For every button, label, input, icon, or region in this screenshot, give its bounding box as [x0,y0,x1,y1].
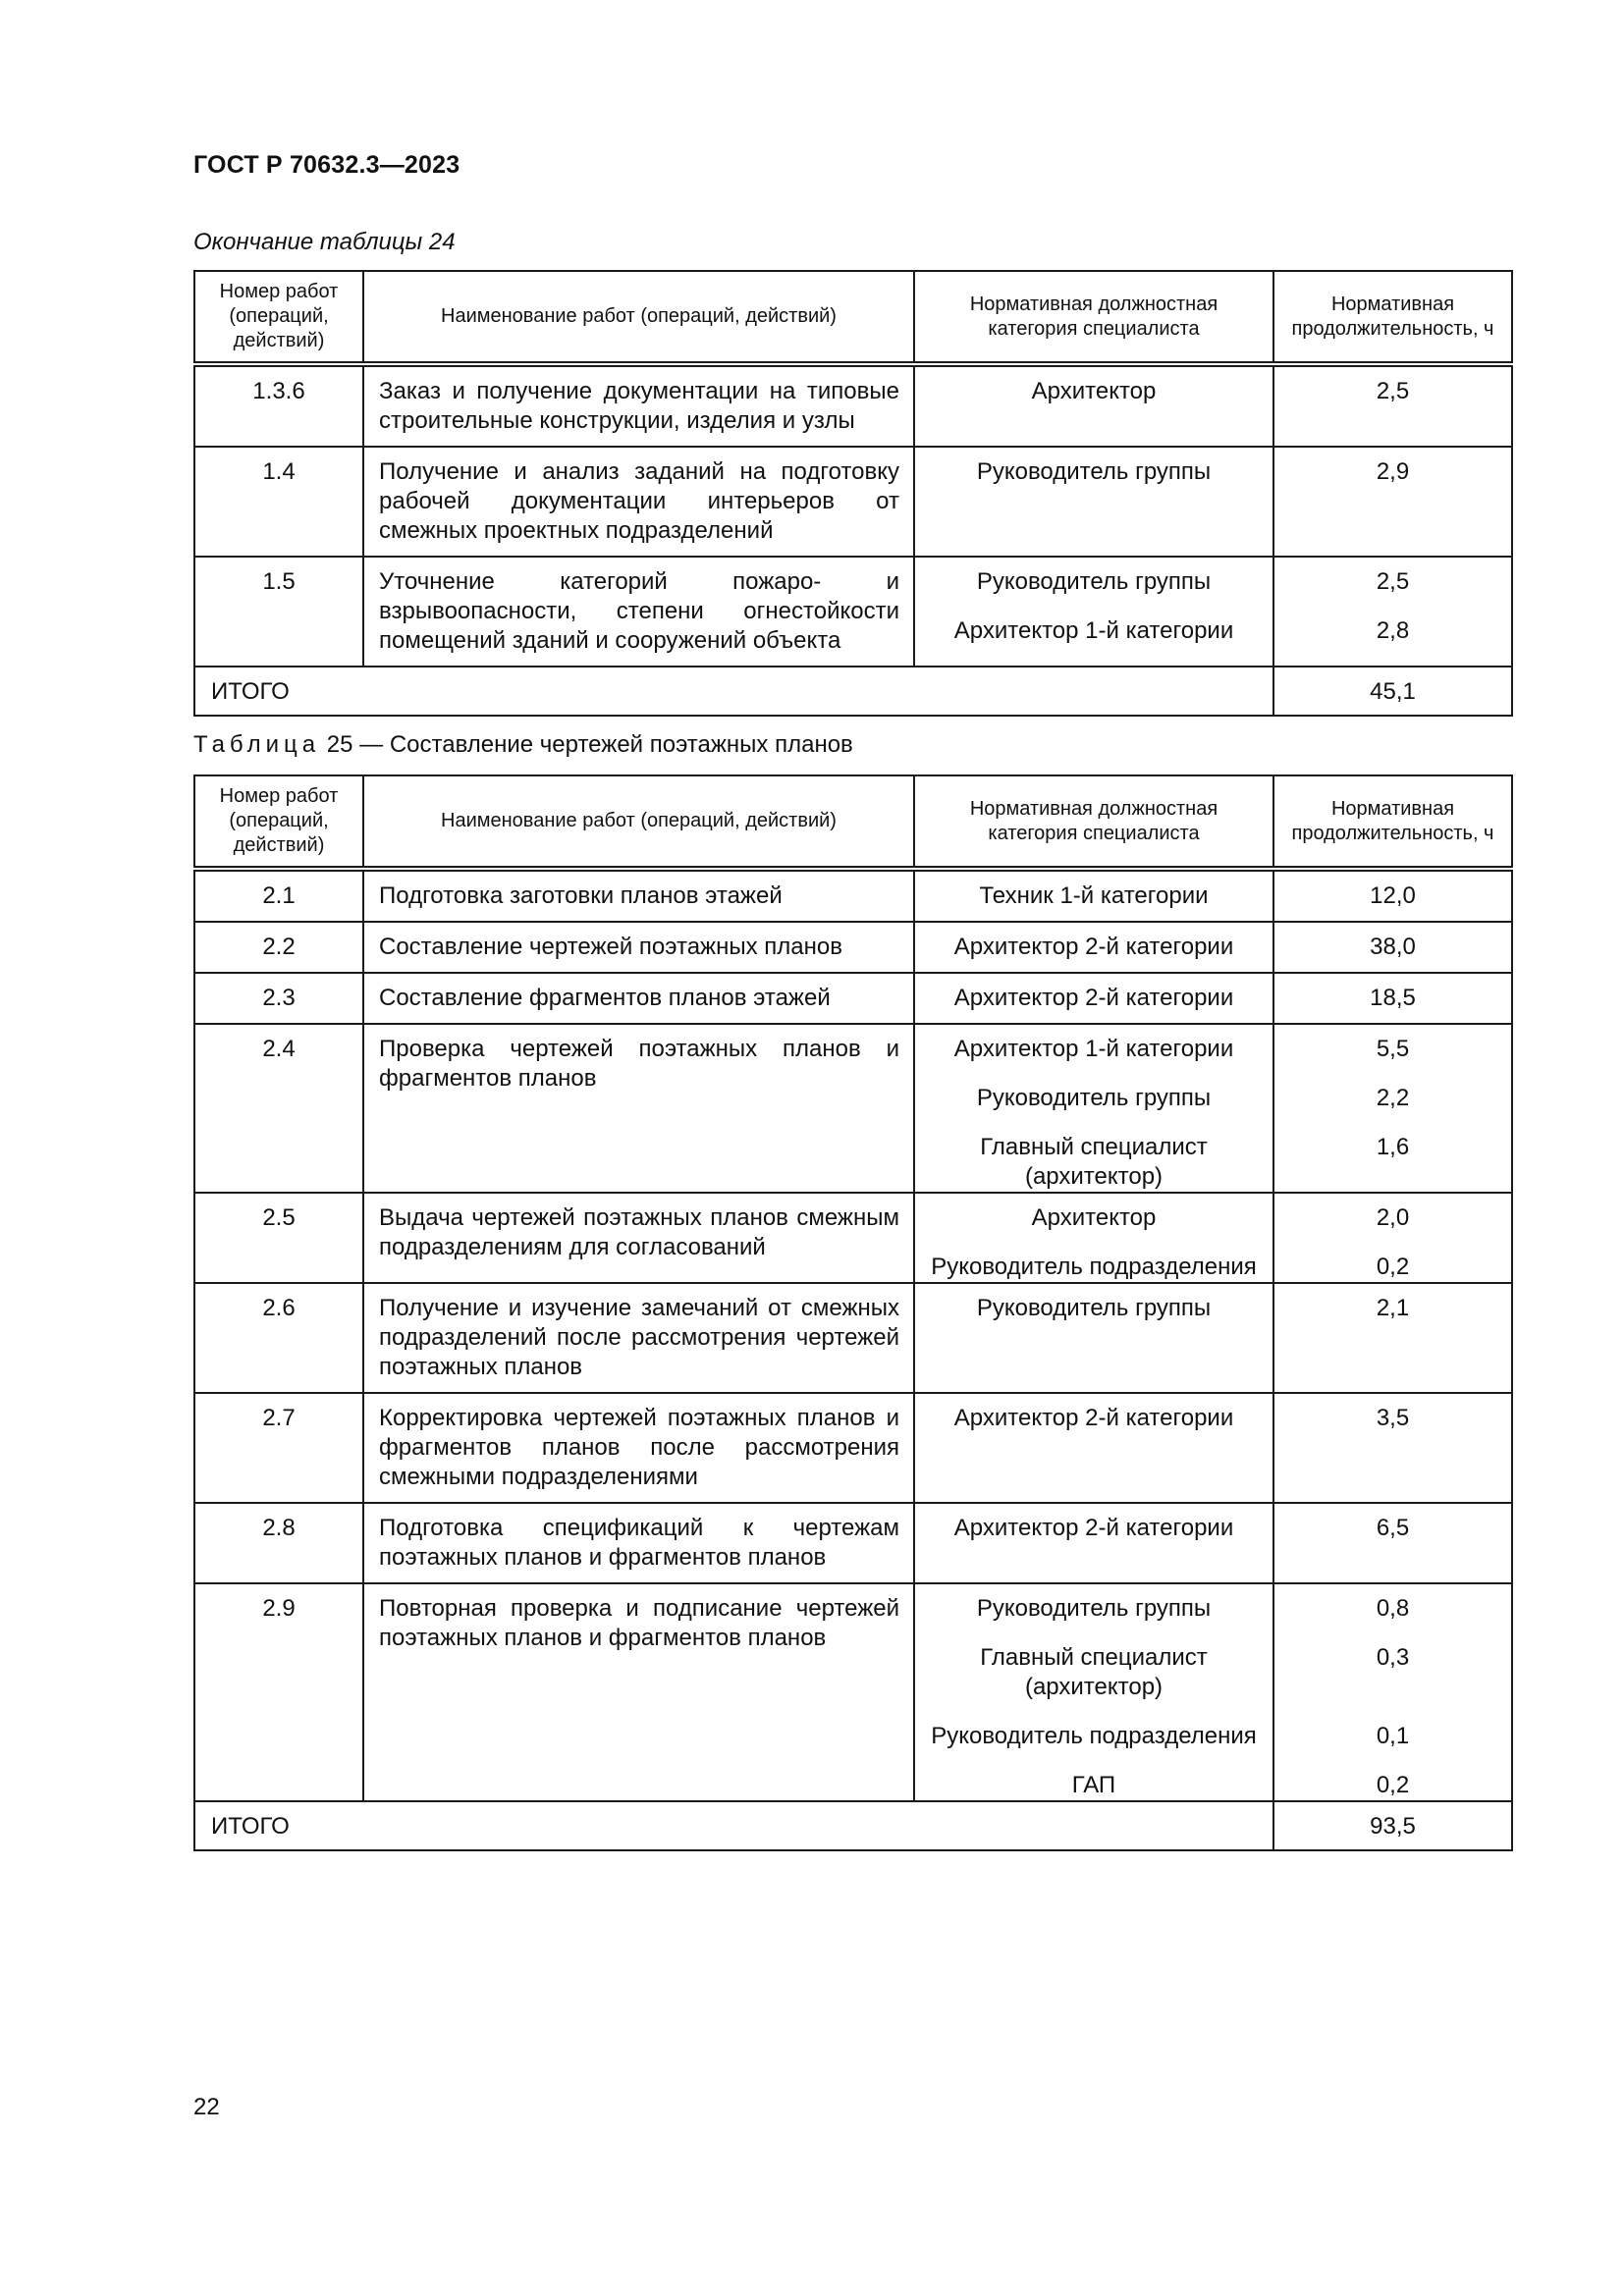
specialist-category-cell [914,869,1273,922]
duration-cell [1273,557,1512,667]
work-number: 2.5 [194,1193,363,1283]
duration-cell [1273,922,1512,973]
specialist-category-cell [914,1503,1273,1583]
table25-caption [193,731,853,759]
specialist-category: Руководитель группы [976,1295,1212,1321]
duration-cell [1273,447,1512,557]
table-row [194,1393,1512,1503]
table25-total-row [194,1801,1512,1850]
work-number: 2.2 [194,922,363,973]
specialist-category-cell [914,447,1273,557]
work-number: 2.9 [194,1583,363,1801]
specialist-category-cell [914,1583,1273,1801]
duration-value: 0,1 [1376,1723,1410,1749]
duration-value: 12,0 [1370,882,1416,909]
specialist-category: Архитектор 2-й категории [953,1515,1234,1541]
page-number: 22 [193,2094,220,2120]
work-name: Повторная проверка и подписание чертежей поэтажных планов и фрагментов планов [363,1583,914,1801]
specialist-category: Руководитель группы [976,568,1212,595]
work-name: Получение и анализ заданий на подготовку рабочей документации интерьеров от смежных проектных подразделений [363,447,914,557]
duration-cell [1273,1283,1512,1393]
work-name: Корректировка чертежей поэтажных планов и фрагментов планов после рассмотрения смежными подразделениями [363,1393,914,1503]
duration-value: 0,3 [1376,1644,1410,1671]
duration-cell [1273,1503,1512,1583]
duration-value: 5,5 [1376,1036,1410,1062]
specialist-category: Архитектор 2-й категории [953,985,1234,1011]
duration-value: 2,8 [1376,617,1410,644]
work-name: Уточнение категорий пожаро- и взрывоопасности, степени огнестойкости помещений зданий и сооружений объекта [363,557,914,667]
total-value: 45,1 [1273,667,1512,716]
work-number: 2.7 [194,1393,363,1503]
duration-value: 38,0 [1370,934,1416,960]
specialist-category: Архитектор 2-й категории [953,934,1234,960]
duration-value: 2,5 [1376,378,1410,404]
work-name: Проверка чертежей поэтажных планов и фрагментов планов [363,1024,914,1193]
col-header-duration: Нормативная продолжительность, ч [1273,775,1512,869]
specialist-category-cell [914,1193,1273,1283]
table-row [194,869,1512,922]
specialist-category-cell [914,1283,1273,1393]
duration-value: 18,5 [1370,985,1416,1011]
total-label: ИТОГО [194,1801,1273,1850]
specialist-category-cell [914,364,1273,447]
work-number: 2.3 [194,973,363,1024]
table-row [194,1024,1512,1193]
duration-value: 2,9 [1376,458,1410,485]
specialist-category: Руководитель подразделения [931,1254,1257,1280]
duration-cell [1273,364,1512,447]
duration-cell [1273,869,1512,922]
specialist-category: Руководитель группы [976,1595,1212,1622]
duration-value: 2,0 [1376,1204,1410,1231]
duration-value: 2,1 [1376,1295,1410,1321]
col-header-name: Наименование работ (операций, действий) [363,271,914,364]
table24-header-row [194,271,1512,364]
specialist-category-cell [914,1024,1273,1193]
duration-cell [1273,1193,1512,1283]
work-name: Получение и изучение замечаний от смежных подразделений после рассмотрения чертежей поэтажных планов [363,1283,914,1393]
duration-value: 0,2 [1376,1772,1410,1798]
table-row [194,1193,1512,1283]
specialist-category: Главный специалист (архитектор) [980,1134,1208,1190]
work-name: Составление чертежей поэтажных планов [363,922,914,973]
specialist-category: Архитектор 2-й категории [953,1405,1234,1431]
table-25 [193,774,1513,1851]
work-number: 2.4 [194,1024,363,1193]
col-header-name: Наименование работ (операций, действий) [363,775,914,869]
table25-caption-prefix: Таблица [193,731,321,758]
specialist-category: Техник 1-й категории [979,882,1209,909]
table25-caption-rest: 25 — Составление чертежей поэтажных планов [326,731,853,758]
work-name: Подготовка заготовки планов этажей [363,869,914,922]
specialist-category-cell [914,973,1273,1024]
duration-cell [1273,973,1512,1024]
table-row [194,922,1512,973]
table-24 [193,270,1513,717]
table25-header-row [194,775,1512,869]
table-row [194,1283,1512,1393]
specialist-category-cell [914,922,1273,973]
duration-value: 1,6 [1376,1134,1410,1160]
specialist-category-cell [914,1393,1273,1503]
col-header-category: Нормативная должностная категория специалиста [914,271,1273,364]
work-name: Выдача чертежей поэтажных планов смежным подразделениям для согласований [363,1193,914,1283]
col-header-duration: Нормативная продолжительность, ч [1273,271,1512,364]
table-row [194,364,1512,447]
specialist-category: Руководитель подразделения [931,1723,1257,1749]
table-row [194,557,1512,667]
work-number: 1.4 [194,447,363,557]
specialist-category: Руководитель группы [976,1085,1212,1111]
work-number: 2.1 [194,869,363,922]
work-name: Подготовка спецификаций к чертежам поэтажных планов и фрагментов планов [363,1503,914,1583]
specialist-category: Главный специалист (архитектор) [980,1644,1208,1700]
specialist-category: Архитектор [1031,1204,1157,1231]
table24-total-row [194,667,1512,716]
specialist-category: Архитектор 1-й категории [953,617,1234,644]
table-row [194,1583,1512,1801]
duration-value: 6,5 [1376,1515,1410,1541]
duration-value: 3,5 [1376,1405,1410,1431]
duration-value: 2,5 [1376,568,1410,595]
work-name: Заказ и получение документации на типовые строительные конструкции, изделия и узлы [363,364,914,447]
col-header-category: Нормативная должностная категория специалиста [914,775,1273,869]
duration-cell [1273,1393,1512,1503]
duration-value: 0,8 [1376,1595,1410,1622]
table-row [194,1503,1512,1583]
duration-value: 0,2 [1376,1254,1410,1280]
table24-caption: Окончание таблицы 24 [193,229,456,255]
work-name: Составление фрагментов планов этажей [363,973,914,1024]
specialist-category: Архитектор [1031,378,1157,404]
total-label: ИТОГО [194,667,1273,716]
col-header-num: Номер работ (операций, действий) [194,271,363,364]
specialist-category: Архитектор 1-й категории [953,1036,1234,1062]
duration-cell [1273,1024,1512,1193]
specialist-category: ГАП [1071,1772,1116,1798]
work-number: 2.8 [194,1503,363,1583]
work-number: 2.6 [194,1283,363,1393]
table-row [194,447,1512,557]
table-row [194,973,1512,1024]
col-header-num: Номер работ (операций, действий) [194,775,363,869]
work-number: 1.5 [194,557,363,667]
total-value: 93,5 [1273,1801,1512,1850]
specialist-category: Руководитель группы [976,458,1212,485]
specialist-category-cell [914,557,1273,667]
duration-cell [1273,1583,1512,1801]
document-code: ГОСТ Р 70632.3—2023 [193,151,460,179]
duration-value: 2,2 [1376,1085,1410,1111]
work-number: 1.3.6 [194,364,363,447]
